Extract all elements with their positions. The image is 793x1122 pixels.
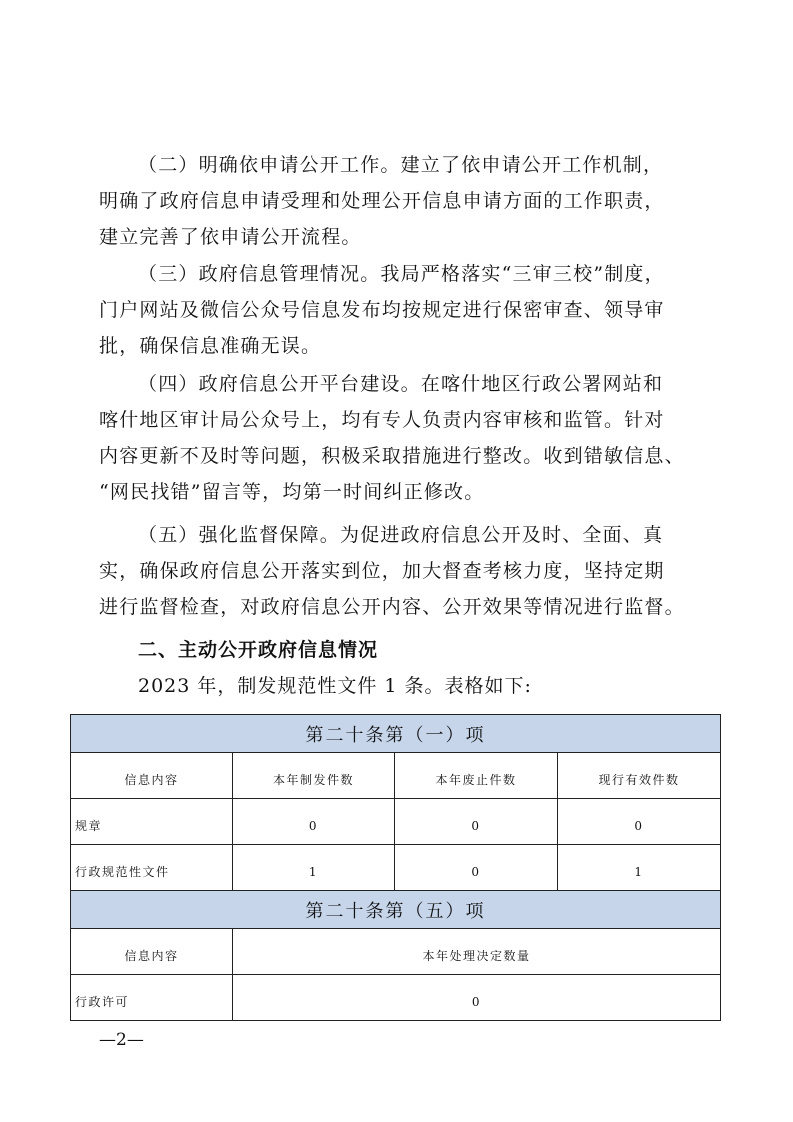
row-label: 规章 xyxy=(71,799,233,845)
table-section-title: 第二十条第（一）项 xyxy=(71,715,721,753)
paragraph-line: （四）政府信息公开平台建设。在喀什地区行政公署网站和 xyxy=(138,373,664,395)
table-header-row xyxy=(71,929,721,975)
table-cell: 0 xyxy=(233,799,395,845)
paragraph-line: 建立完善了依申请公开流程。 xyxy=(99,226,362,248)
paragraph-line: （三）政府信息管理情况。我局严格落实“三审三校”制度， xyxy=(138,263,665,285)
table-cell: 1 xyxy=(233,845,395,891)
table-row xyxy=(71,975,721,1021)
paragraph-line: “网民找错”留言等，均第一时间纠正修改。 xyxy=(99,481,485,503)
column-header: 现行有效件数 xyxy=(558,753,721,799)
table-cell: 0 xyxy=(558,799,721,845)
paragraph-line: （二）明确依申请公开工作。建立了依申请公开工作机制， xyxy=(138,154,664,176)
table-section-title: 第二十条第（五）项 xyxy=(71,891,721,929)
paragraph-line: 明确了政府信息申请受理和处理公开信息申请方面的工作职责， xyxy=(99,190,665,212)
statistics-table xyxy=(70,714,721,1021)
column-header: 本年制发件数 xyxy=(233,753,395,799)
paragraph-section-2 xyxy=(99,147,689,255)
table-cell: 0 xyxy=(395,845,558,891)
table-title-row xyxy=(71,891,721,929)
table-cell: 1 xyxy=(558,845,721,891)
column-header: 信息内容 xyxy=(71,753,233,799)
column-header: 信息内容 xyxy=(71,929,233,975)
intro-text: 2023 年，制发规范性文件 1 条。表格如下: xyxy=(138,675,532,697)
table-title-row xyxy=(71,715,721,753)
column-header: 本年处理决定数量 xyxy=(233,929,721,975)
page-number: —2— xyxy=(99,1030,144,1050)
table-cell: 0 xyxy=(395,799,558,845)
section-heading: 二、主动公开政府信息情况 xyxy=(138,639,379,661)
paragraph-line: 进行监督检查，对政府信息公开内容、公开效果等情况进行监督。 xyxy=(99,596,685,618)
row-label: 行政规范性文件 xyxy=(71,845,233,891)
row-label: 行政许可 xyxy=(71,975,233,1021)
paragraph-line: 喀什地区审计局公众号上，均有专人负责内容审核和监管。针对 xyxy=(99,409,665,431)
paragraph-section-5 xyxy=(99,517,689,625)
paragraph-line: 批，确保信息准确无误。 xyxy=(99,335,322,357)
paragraph-line: 内容更新不及时等问题，积极采取措施进行整改。收到错敏信息、 xyxy=(99,445,685,467)
table-header-row xyxy=(71,753,721,799)
paragraph-line: 门户网站及微信公众号信息发布均按规定进行保密审查、领导审 xyxy=(99,299,665,321)
paragraph-section-4 xyxy=(99,366,689,510)
table-cell: 0 xyxy=(233,975,721,1021)
paragraph-section-3 xyxy=(99,256,689,364)
table-row xyxy=(71,799,721,845)
table-row xyxy=(71,845,721,891)
paragraph-line: （五）强化监督保障。为促进政府信息公开及时、全面、真 xyxy=(138,524,664,546)
column-header: 本年废止件数 xyxy=(395,753,558,799)
paragraph-line: 实，确保政府信息公开落实到位，加大督查考核力度，坚持定期 xyxy=(99,560,665,582)
